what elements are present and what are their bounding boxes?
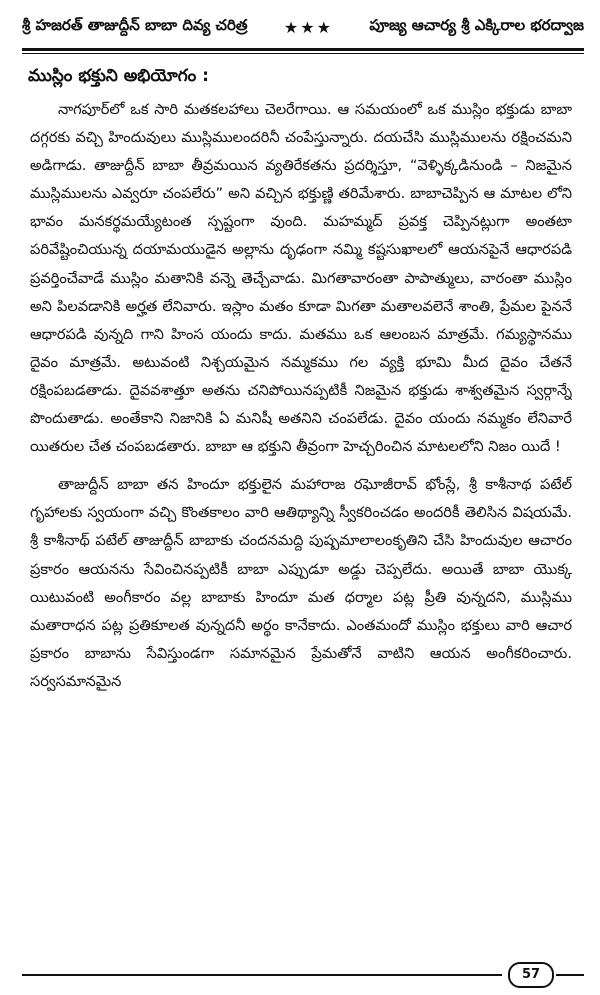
running-header [22, 10, 584, 44]
book-title: శ్రీ హజరత్ తాజుద్దీన్ బాబా దివ్య చరిత్ర [22, 16, 248, 34]
page-number: 57 [508, 962, 554, 988]
author-name: పూజ్య ఆచార్య శ్రీ ఎక్కిరాల భరద్వాజ [369, 16, 584, 34]
body-text [30, 96, 572, 948]
section-heading: ముస్లిం భక్తుని అభియోగం : [28, 66, 209, 86]
star-ornament-icon: ★★★ [283, 17, 333, 37]
footer-rule [22, 974, 502, 976]
header-rule-thick [22, 48, 584, 51]
footer-rule-end [556, 974, 584, 976]
header-rule-thin [22, 53, 584, 54]
paragraph-2: తాజుద్దీన్ బాబా తన హిందూ భక్తులైన మహారాజ రఘోజీరావ్ భోంస్లే, శ్రీ కాశీనాథ పటేల్ గృహాలకు స్వయంగా వచ్చి కొంతకాలం వారి ఆతిథ్యాన్ని స్వీకరించడం అందరికీ తెలిసిన విషయమే. శ్రీ కాశీనాథ్ పటేల్ తాజుద్దీన్ బాబాకు చందనమద్ది పుష్పమాలాలంకృతిని చేసి హిందువుల ఆచారం ప్రకారం ఆయనను సేవించినప్పటికీ బాబా ఎప్పుడూ అడ్డు చెప్పలేదు. అయితే బాబా యొక్క యిటువంటి అంగీకారం వల్ల బాబాకు హిందూ మత ధర్మాల పట్ల ప్రీతి వున్నదని, ముస్లిము మతారాధన పట్ల ప్రతికూలత వున్నదనీ అర్థం కానేకాదు. ఎంతమందో ముస్లిం భక్తులు వారి ఆచార ప్రకారం బాబాను సేవిస్తుండగా సమానమైన ప్రేమతోనే వాటిని ఆయన అంగీకరించారు. సర్వసమానమైన [30, 476, 572, 690]
paragraph-1: నాగపూర్‌లో ఒక సారి మతకలహాలు చెలరేగాయి. ఆ సమయంలో ఒక ముస్లిం భక్తుడు బాబా దగ్గరకు వచ్చి హిందువులు ముస్లిములందరినీ చంపేస్తున్నారు. దయచేసి ముస్లిములను రక్షించమని అడిగాడు. తాజుద్దీన్ బాబా తీవ్రమయిన వ్యతిరేకతను ప్రదర్శిస్తూ, “వెళ్ళిక్కడినుండి – నిజమైన ముస్లిములను ఎవ్వరూ చంపలేరు” అని వచ్చిన భక్తుణ్ణి తరిమేశారు. బాబాచెప్పిన ఆ మాటల లోని భావం మనకర్థమయ్యేటంత స్పష్టంగా వుంది. మహమ్మద్ ప్రవక్త చెప్పినట్లుగా అంతటా పరివేష్టించియున్న దయామయుడైన అల్లాను దృఢంగా నమ్మి కష్టసుఖాలలో ఆయనపైనే ఆధారపడి ప్రవర్తించేవాడే ముస్లిం మతానికి వన్నె తెచ్చేవాడు. మిగతావారంతా పాపాత్ములు, వారంతా ముస్లిం అని పిలవడానికి అర్హత లేనివారు. ఇస్లాం మతం కూడా మిగతా మతాలవలెనే శాంతి, ప్రేమల పైననే ఆధారపడి వున్నది గాని హింస యందు కాదు. మతము ఒక ఆలంబన మాత్రమే. గమ్యస్థానము దైవం మాత్రమే. అటువంటి నిశ్చయమైన నమ్మకము గల వ్యక్తి భూమి మీద దైవం చేతనే రక్షింపబడతాడు. దైవవశాత్తూ అతను చనిపోయినప్పటికీ నిజమైన భక్తుడు శాశ్వతమైన స్వర్గాన్నే పొందుతాడు. అంతేకాని నిజానికి ఏ మనిషీ అతనిని చంపలేడు. దైవం యందు నమ్మకం లేనివారే యితరుల చేత చంపబడతారు. బాబా ఆ భక్తుని తీవ్రంగా హెచ్చరించిన మాటలలోని నిజం యిదే ! [30, 101, 572, 456]
